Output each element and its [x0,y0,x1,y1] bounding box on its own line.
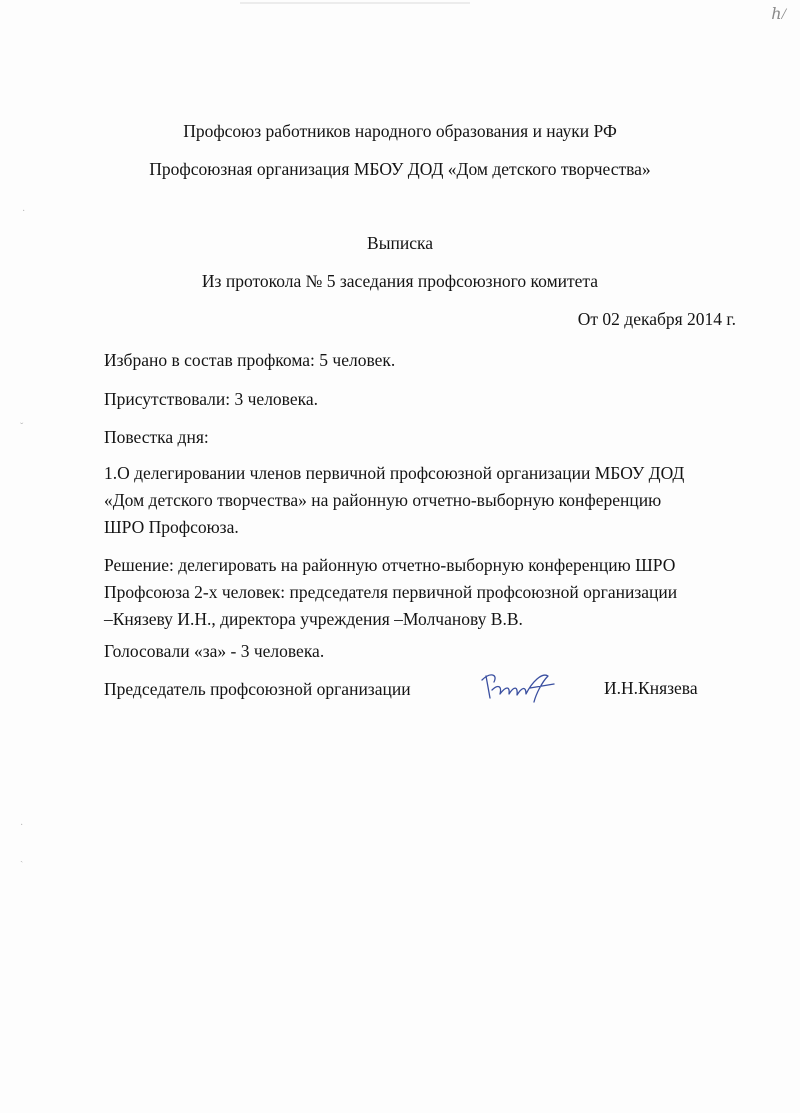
union-title: Профсоюз работников народного образования и науки РФ [183,121,617,141]
document-type: Выписка [367,233,433,253]
elected-count: Избрано в состав профкома: 5 человек. [104,350,396,370]
decision [104,552,677,633]
scan-speck: ˇ [20,422,24,433]
page-corner-mark: ℎ/ [771,6,786,23]
decision-line: –Князеву И.Н., директора учреждения –Молчанову В.В. [104,609,523,629]
agenda-item-line: ШРО Профсоюза. [104,517,239,537]
agenda-label: Повестка дня: [104,427,209,447]
present-count: Присутствовали: 3 человека. [104,389,318,409]
decision-line: Профсоюза 2-х человек: председателя первичной профсоюзной организации [104,582,678,602]
chair-title: Председатель профсоюзной организации [104,679,411,699]
document-date: От 02 декабря 2014 г. [577,309,736,329]
agenda-item-line: 1.О делегировании членов первичной профсоюзной организации МБОУ ДОД [104,463,685,483]
signature-image [476,668,566,704]
decision-line: Решение: делегировать на районную отчетно-выборную конференцию ШРО [104,555,676,575]
scan-speck: · [20,820,24,831]
scan-edge-mark [240,2,470,4]
vote-result: Голосовали «за» - 3 человека. [104,641,325,661]
organization-title: Профсоюзная организация МБОУ ДОД «Дом детского творчества» [149,159,651,179]
agenda-item [104,460,684,541]
scan-speck: ˎ [20,852,24,863]
chair-name: И.Н.Князева [604,678,698,698]
agenda-item-line: «Дом детского творчества» на районную отчетно-выборную конференцию [104,490,662,510]
document-subtitle: Из протокола № 5 заседания профсоюзного комитета [201,271,599,291]
scan-speck: · [22,206,26,217]
